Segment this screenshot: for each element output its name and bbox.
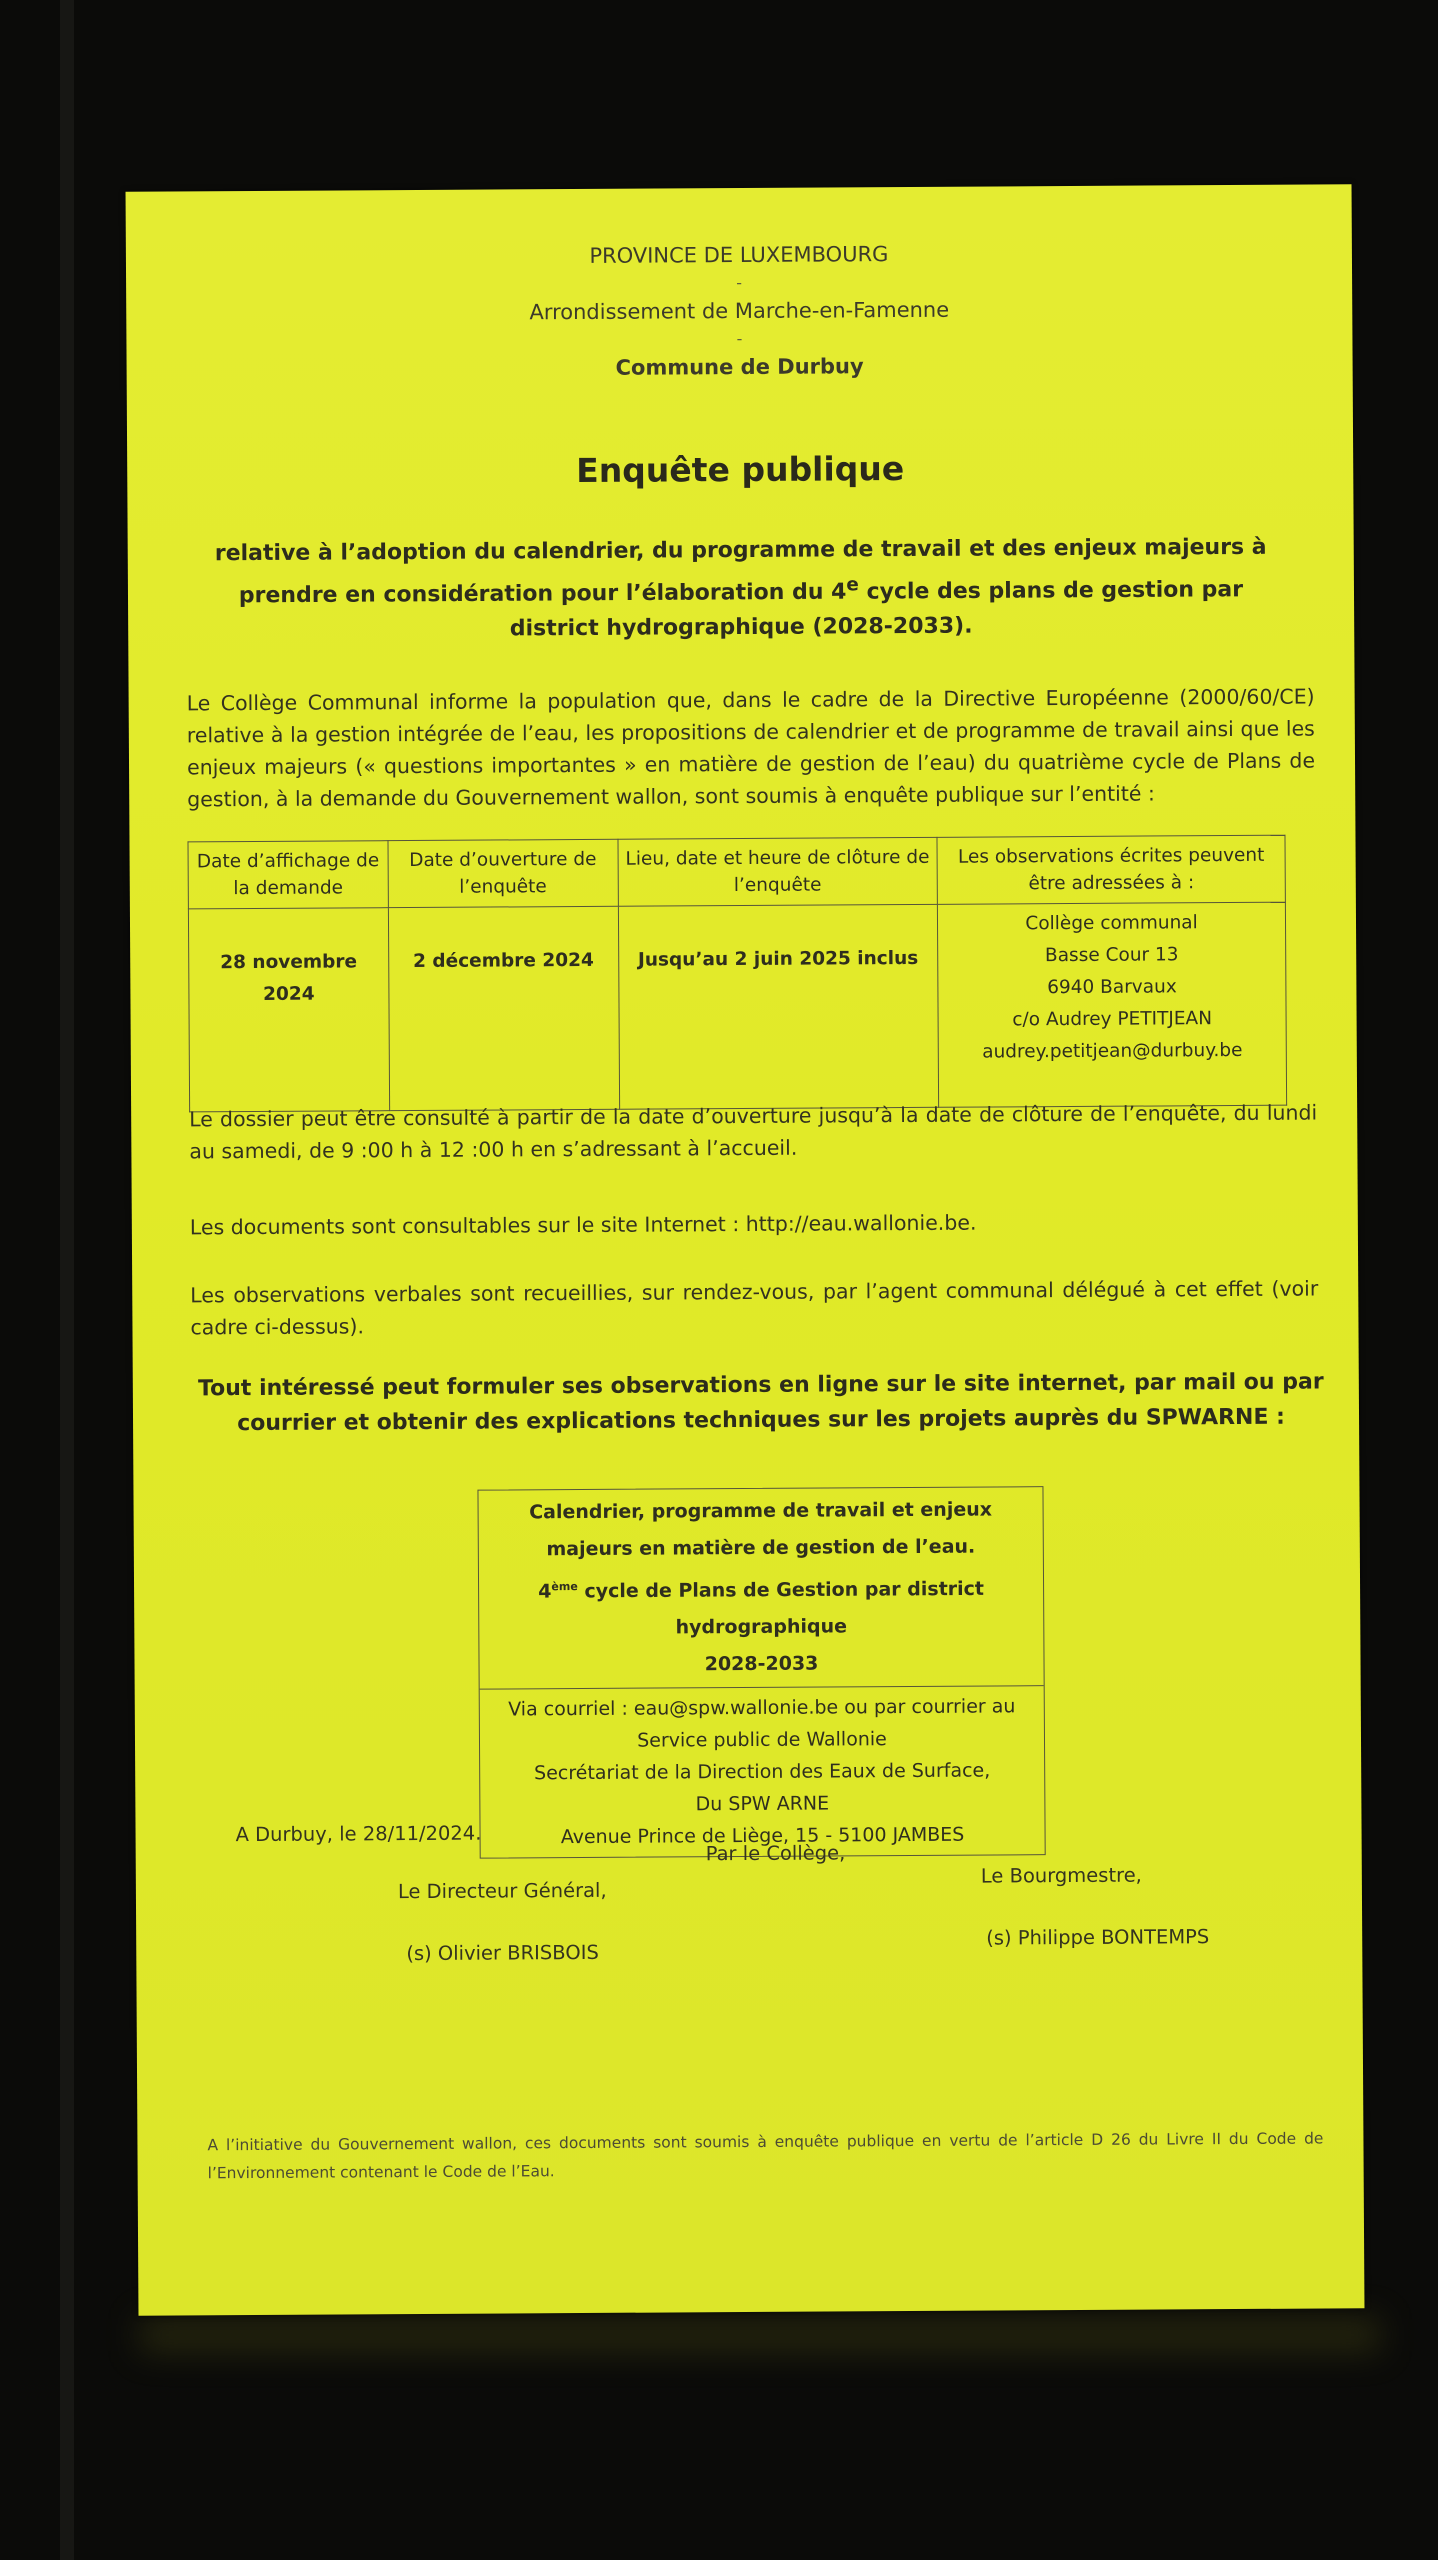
place-date: A Durbuy, le 28/11/2024. xyxy=(235,1821,482,1847)
separator-2: - xyxy=(736,328,743,349)
display-date-cell: 28 novembre 2024 xyxy=(188,908,389,1112)
public-notice-poster xyxy=(126,184,1365,2315)
cycle-number: 4 xyxy=(538,1580,552,1603)
province-line: PROVINCE DE LUXEMBOURG xyxy=(589,242,889,268)
close-cell: Jusqu’au 2 juin 2025 inclus xyxy=(618,904,939,1109)
header-address: Les observations écrites peuvent être adressées à : xyxy=(937,835,1285,904)
header-open-date: Date d’ouverture de l’enquête xyxy=(388,839,618,907)
legal-footnote: A l’initiative du Gouvernement wallon, ces documents sont soumis à enquête publique en vertu de l’article D 26 du Livre II du Code de l’Environnement contenant le Code de l’Eau. xyxy=(207,2129,1324,2183)
contact-line: Via courriel : eau@spw.wallonie.be ou par courrier au xyxy=(508,1695,1016,1721)
contact-line: Avenue Prince de Liège, 15 - 5100 JAMBES xyxy=(560,1823,965,1849)
contact-line: Du SPW ARNE xyxy=(695,1792,830,1816)
cycle-superscript: ème xyxy=(551,1580,578,1594)
contact-box-title xyxy=(478,1487,1043,1690)
mayor-name: (s) Philippe BONTEMPS xyxy=(986,1925,1210,1950)
subtitle-part-1: relative à l’adoption du calendrier, du programme de travail et des enjeux majeurs à prendre en considération pour l’élaboration du 4 xyxy=(214,534,1267,609)
address-email: audrey.petitjean@durbuy.be xyxy=(982,1039,1243,1063)
notice-header xyxy=(126,234,1353,387)
subtitle-superscript: e xyxy=(846,574,859,596)
intro-paragraph: Le Collège Communal informe la population que, dans le cadre de la Directive Européenne (2000/60/CE) relative à la gestion intégrée de l’eau, les propositions de calendrier et de programme de travail ainsi que les enjeux majeurs (« questions importantes » en matière de gestion de l’eau) du quatrième cycle de Plans de gestion, à la demande du Gouvernement wallon, sont soumis à enquête publique sur l’entité : xyxy=(186,684,1316,812)
address-line: 6940 Barvaux xyxy=(1047,976,1177,999)
contact-line: Service public de Wallonie xyxy=(637,1728,887,1752)
address-cell xyxy=(938,902,1287,1107)
contact-box xyxy=(477,1486,1045,1859)
arrondissement-line: Arrondissement de Marche-en-Famenne xyxy=(529,297,950,325)
screen-glow xyxy=(140,2318,1380,2352)
contact-line: Secrétariat de la Direction des Eaux de Surface, xyxy=(534,1759,991,1785)
notice-title: Enquête publique xyxy=(576,449,905,491)
address-line: Collège communal xyxy=(1025,912,1198,935)
table-row xyxy=(188,902,1286,1112)
contact-title-line-3: 2028-2033 xyxy=(704,1652,819,1676)
enquiry-table xyxy=(187,835,1287,1113)
commune-line: Commune de Durbuy xyxy=(615,354,864,380)
separator-1: - xyxy=(736,273,743,293)
online-paragraph: Tout intéressé peut formuler ses observations en ligne sur le site internet, par mail ou par courrier et obtenir des explications techniques sur les projets auprès du SPWARNE : xyxy=(197,1369,1324,1437)
header-display-date: Date d’affichage de la demande xyxy=(188,841,388,909)
contact-box-details xyxy=(480,1687,1045,1858)
table-header-row xyxy=(188,835,1285,909)
mayor-title: Le Bourgmestre, xyxy=(980,1863,1142,1888)
director-name: (s) Olivier BRISBOIS xyxy=(406,1940,599,1966)
display-frame-edge xyxy=(60,0,74,2560)
college-line: Par le Collège, xyxy=(705,1841,846,1866)
contact-title-line-1: Calendrier, programme de travail et enjeux majeurs en matière de gestion de l’eau. xyxy=(529,1498,993,1561)
consult-paragraph: Le dossier peut être consulté à partir de la date d’ouverture jusqu’à la date de clôture de l’enquête, du lundi au samedi, de 9 :00 h à 12 :00 h en s’adressant à l’accueil. xyxy=(189,1100,1318,1164)
contact-title-line-2 xyxy=(489,1565,1033,1648)
verbal-paragraph: Les observations verbales sont recueillies, sur rendez-vous, par l’agent communal délégué à cet effet (voir cadre ci-dessus). xyxy=(190,1276,1319,1340)
header-close: Lieu, date et heure de clôture de l’enquête xyxy=(618,837,938,906)
address-line: c/o Audrey PETITJEAN xyxy=(1012,1008,1213,1031)
internet-paragraph: Les documents sont consultables sur le site Internet : http://eau.wallonie.be. xyxy=(189,1210,977,1240)
subtitle-part-2: cycle des plans de gestion par district hydrographique (2028-2033). xyxy=(509,577,1244,642)
director-title: Le Directeur Général, xyxy=(397,1878,607,1904)
address-line: Basse Cour 13 xyxy=(1044,944,1179,967)
cycle-text: cycle de Plans de Gestion par district hydrographique xyxy=(577,1577,985,1639)
notice-subtitle xyxy=(208,530,1275,649)
open-date-cell: 2 décembre 2024 xyxy=(388,906,619,1110)
